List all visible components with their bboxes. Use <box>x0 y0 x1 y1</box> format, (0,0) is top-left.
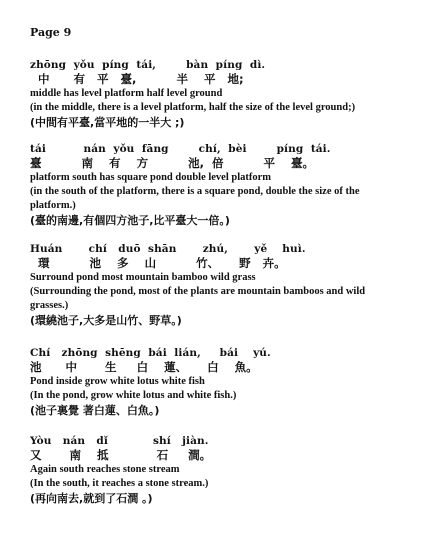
translation-line: (in the middle, there is a level platform, half the size of the level ground;) <box>30 102 356 113</box>
hanzi-line: 環 池 多 山 竹、 野 卉。 <box>30 256 286 270</box>
translation-line: (In the south, it reaches a stone stream.) <box>30 478 209 489</box>
verse-stanza <box>30 434 402 506</box>
verse-stanza <box>30 346 402 418</box>
pinyin-line: Yòu nán dǐ shí jiàn. <box>30 435 209 447</box>
translation-line: (In the pond, grow white lotus and white fish.) <box>30 390 237 401</box>
pinyin-line: zhōng yǒu píng tái, bàn píng dì. <box>30 59 266 71</box>
hanzi-line: 又 南 抵 石 澗。 <box>30 448 212 462</box>
verse-stanza <box>30 142 402 228</box>
hanzi-line: 池 中 生 白 蓮、 白 魚。 <box>30 360 258 374</box>
translation-line: (Surrounding the pond, most of the plants are mountain bamboos and wild grasses.) <box>30 286 366 311</box>
gloss-line: Again south reaches stone stream <box>30 464 180 475</box>
pinyin-line: tái nán yǒu fāng chí, bèi píng tái. <box>30 143 331 155</box>
pinyin-line: Chí zhōng shēng bái lián, bái yú. <box>30 347 271 359</box>
chinese-paraphrase-line: (再向南去,就到了石澗 。) <box>30 492 153 505</box>
translation-line: (in the south of the platform, there is a square pond, double the size of the platform.) <box>30 186 360 211</box>
chinese-paraphrase-line: (中間有平臺,當平地的一半大 ;) <box>30 116 185 129</box>
chinese-paraphrase-line: (臺的南邊,有個四方池子,比平臺大一倍。) <box>30 214 230 227</box>
verse-stanza <box>30 58 402 130</box>
page-number: Page 9 <box>30 26 72 39</box>
verse-stanza <box>30 242 402 328</box>
hanzi-line: 中 有 平 臺, 半 平 地; <box>30 72 244 86</box>
gloss-line: Surround pond most mountain bamboo wild grass <box>30 272 256 283</box>
pinyin-line: Huán chí duō shān zhú, yě huì. <box>30 243 306 255</box>
hanzi-line: 臺 南 有 方 池, 倍 平 臺。 <box>30 156 315 170</box>
gloss-line: platform south has square pond double level platform <box>30 172 272 183</box>
chinese-paraphrase-line: (環繞池子,大多是山竹、野草。) <box>30 314 182 327</box>
gloss-line: middle has level platform half level ground <box>30 88 223 99</box>
document-page <box>30 26 402 518</box>
gloss-line: Pond inside grow white lotus white fish <box>30 376 205 387</box>
chinese-paraphrase-line: (池子裏覺 著白蓮、白魚。) <box>30 404 160 417</box>
